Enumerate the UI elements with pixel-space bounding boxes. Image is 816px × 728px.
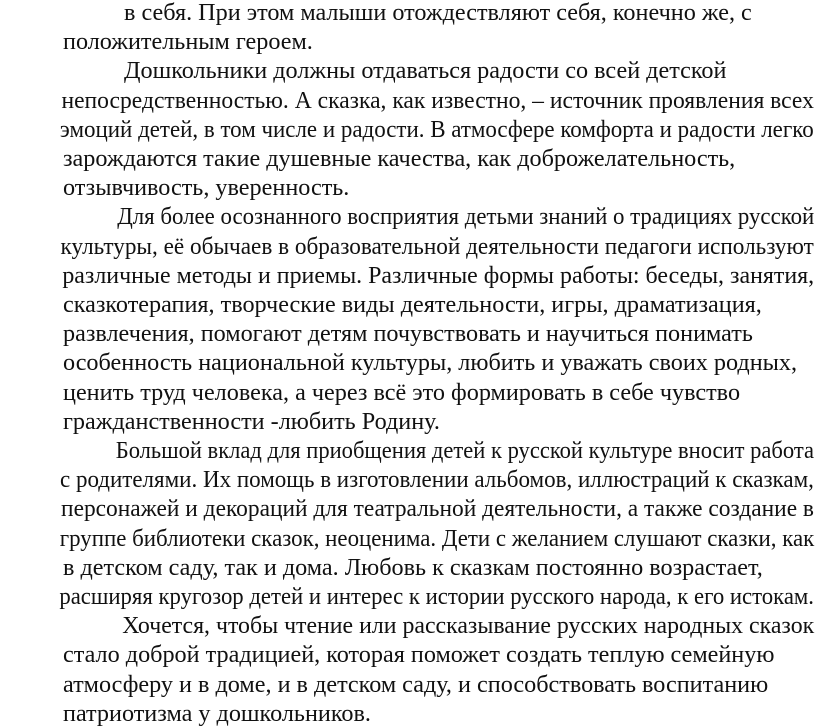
text-line: расширяя кругозор детей и интерес к истории русского народа, к его истокам. <box>59 583 815 611</box>
text-line: с родителями. Их помощь в изготовлении альбомов, иллюстраций к сказкам, <box>59 466 814 494</box>
text-line: отзывчивость, уверенность. <box>63 174 350 202</box>
paragraph-2 <box>2 56 814 202</box>
text-line: группе библиотеки сказок, неоценима. Дети с желанием слушают сказки, как <box>59 524 815 552</box>
text-line: персонажей и декораций для театральной деятельности, а также создание в <box>61 495 814 523</box>
text-line: в себя. При этом малыши отождествляют себя, конечно же, с <box>124 0 752 26</box>
text-line: культуры, её обычаев в образовательной деятельности педагоги используют <box>60 232 814 260</box>
text-line: Дошкольники должны отдаваться радости со всей детской <box>124 57 727 85</box>
paragraph-3 <box>2 202 814 436</box>
text-line: особенность национальной культуры, любить и уважать своих родных, <box>63 349 798 377</box>
paragraph-5 <box>2 611 814 728</box>
text-line: патриотизма у дошкольников. <box>63 699 371 727</box>
text-line: в детском саду, так и дома. Любовь к сказкам постоянно возрастает, <box>63 553 763 581</box>
text-line: различные методы и приемы. Различные формы работы: беседы, занятия, <box>62 261 815 289</box>
paragraph-4 <box>2 436 814 611</box>
text-line: атмосферу и в доме, и в детском саду, и способствовать воспитанию <box>63 670 769 698</box>
paragraph-1 <box>2 0 814 56</box>
text-line: положительным героем. <box>63 28 313 56</box>
text-line: ценить труд человека, а через всё это формировать в себе чувство <box>63 378 741 406</box>
text-line: эмоций детей, в том числе и радости. В атмосфере комфорта и радости легко <box>59 115 814 143</box>
text-line: сказкотерапия, творческие виды деятельности, игры, драматизация, <box>63 291 762 319</box>
text-line: гражданственности -любить Родину. <box>63 407 440 435</box>
text-line: Большой вклад для приобщения детей к русской культуре вносит работа <box>115 437 814 465</box>
text-line: Хочется, чтобы чтение или рассказывание русских народных сказок <box>122 612 815 640</box>
text-line: Для более осознанного восприятия детьми знаний о традициях русской <box>117 203 815 231</box>
text-line: зарождаются такие душевные качества, как доброжелательность, <box>63 145 736 173</box>
text-line: развлечения, помогают детям почувствовать и научиться понимать <box>63 320 753 348</box>
text-line: стало доброй традицией, которая поможет создать теплую семейную <box>63 641 775 669</box>
text-line: непосредственностью. А сказка, как известно, – источник проявления всех <box>61 86 814 114</box>
